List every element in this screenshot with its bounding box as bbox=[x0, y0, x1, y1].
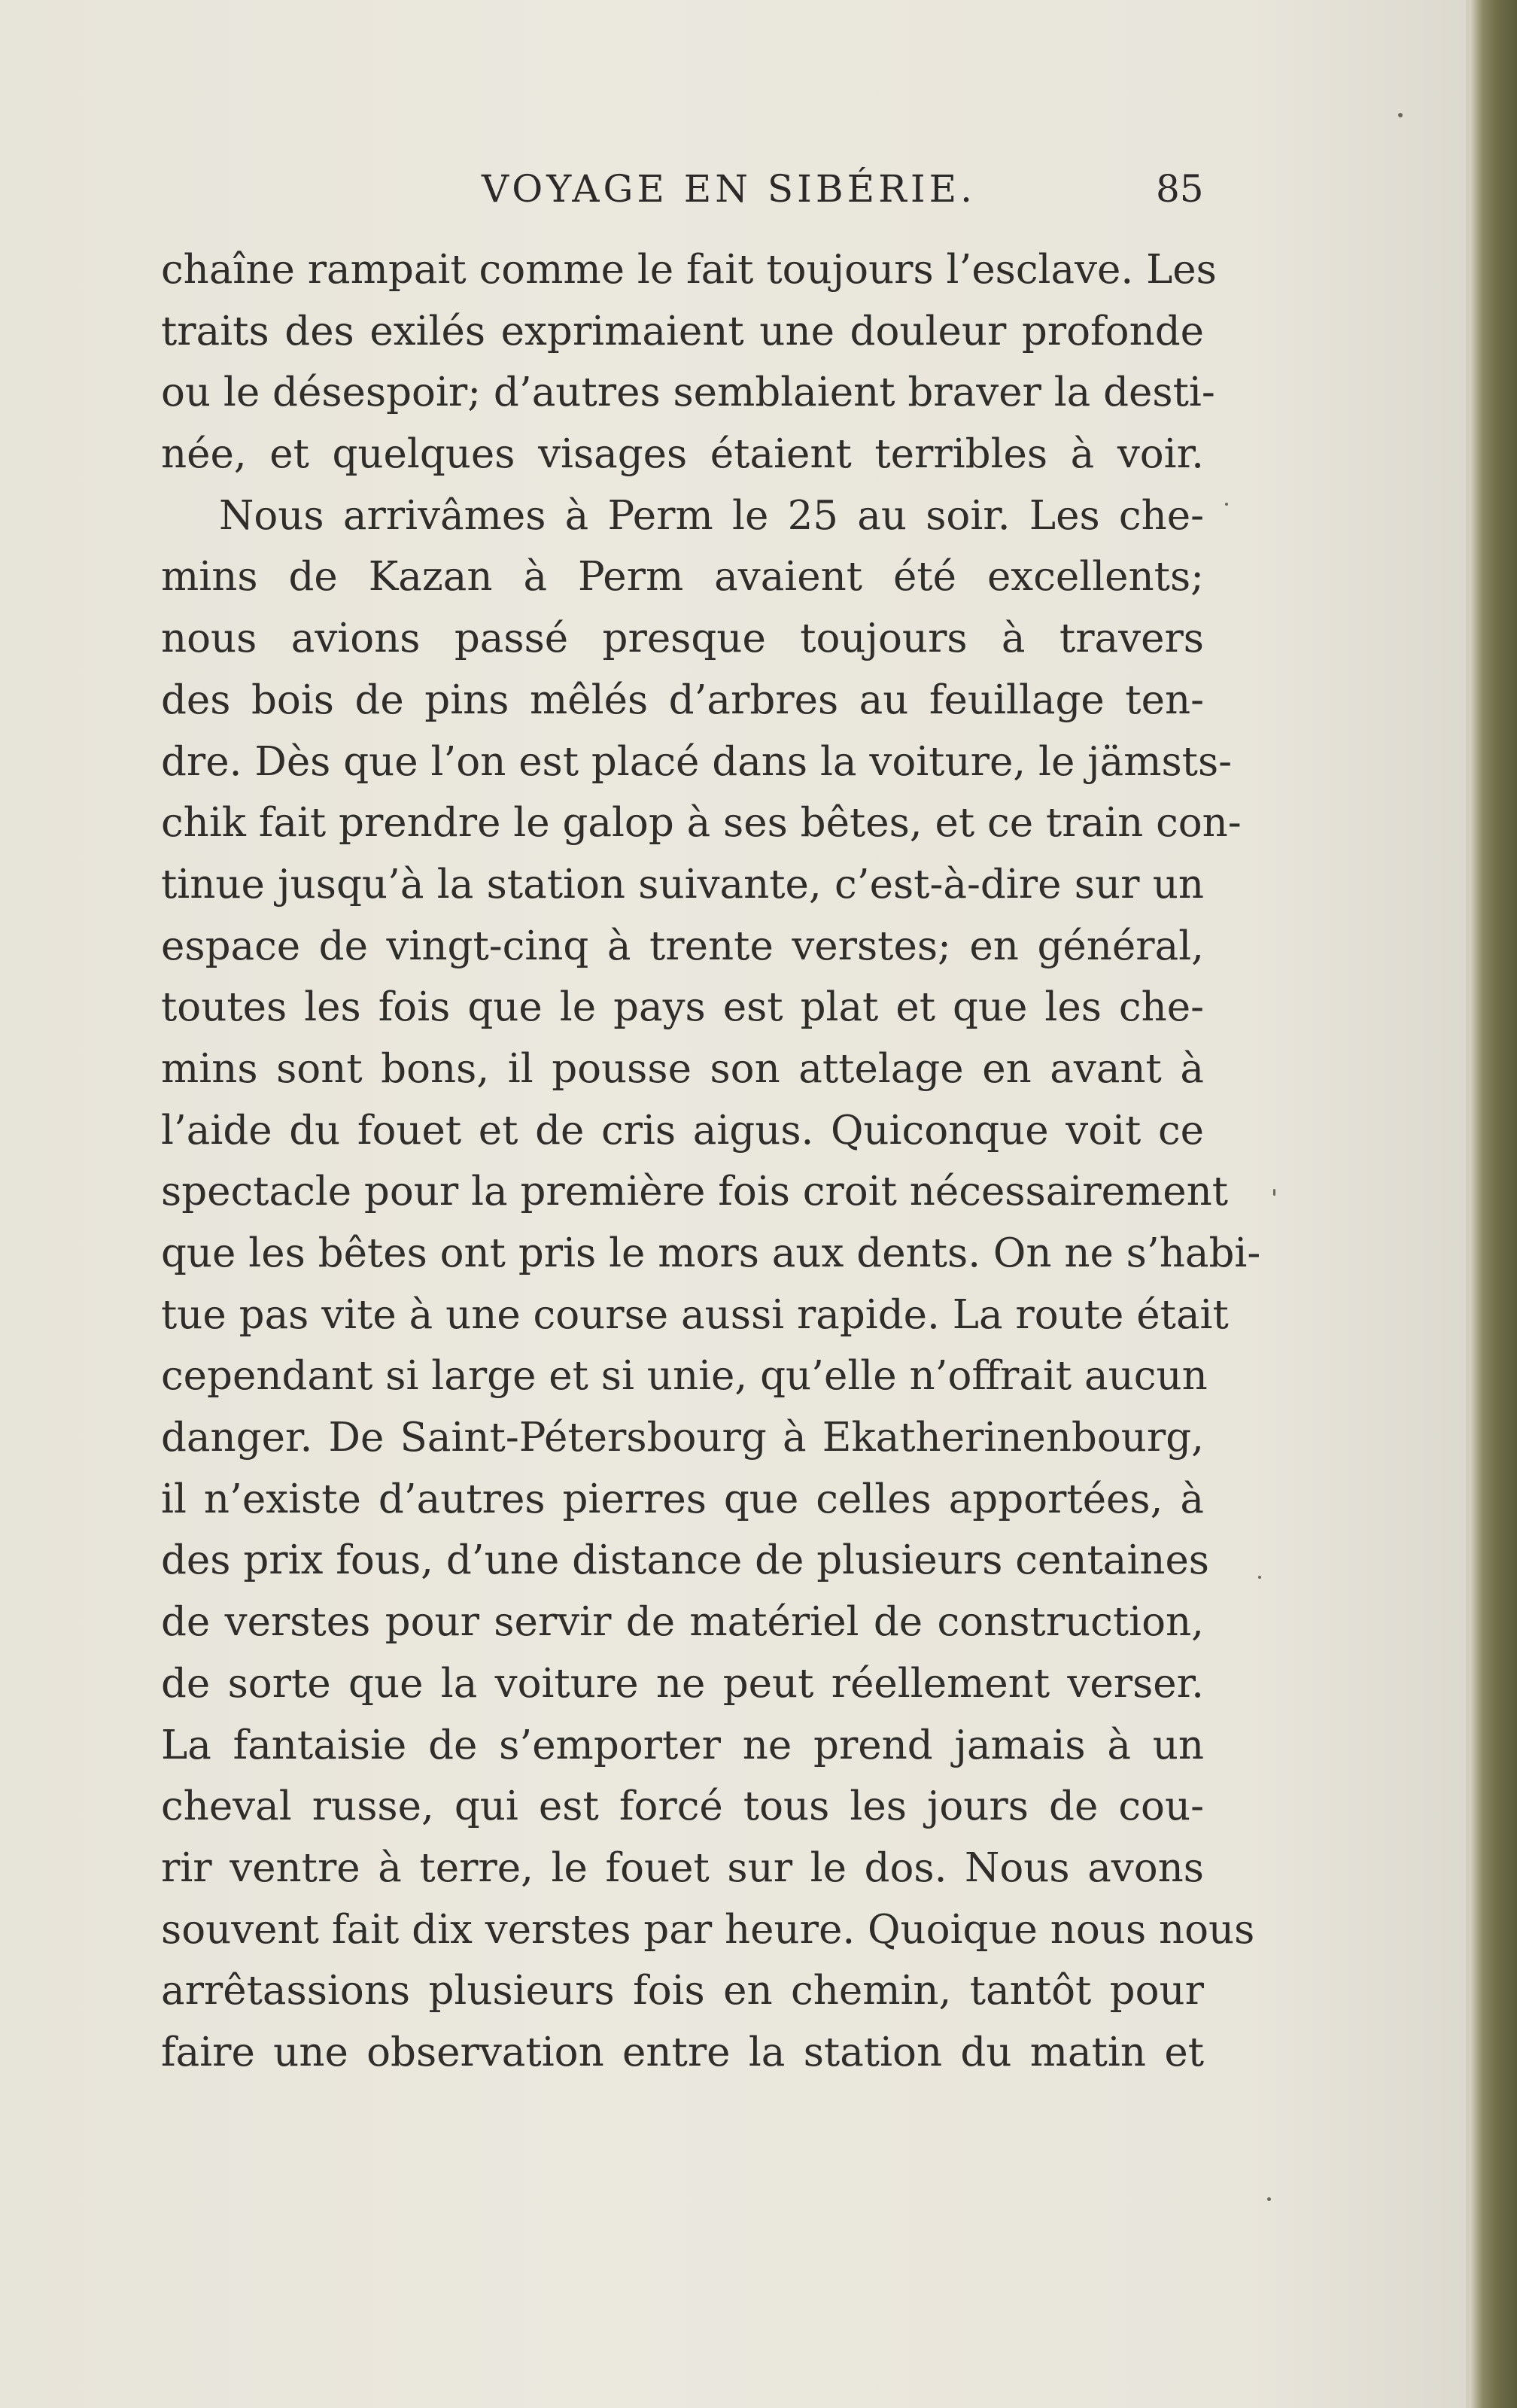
running-title: VOYAGE EN SIBÉRIE. bbox=[482, 167, 976, 211]
text-line: l’aide du fouet et de cris aigus. Quiconque voit ce bbox=[161, 1107, 1204, 1154]
text-line: dre. Dès que l’on est placé dans la voiture, le jämsts- bbox=[161, 738, 1233, 785]
text-line: mins de Kazan à Perm avaient été excellents; bbox=[161, 554, 1204, 600]
text-line: que les bêtes ont pris le mors aux dents. On ne s’habi- bbox=[161, 1230, 1261, 1276]
text-line: danger. De Saint-Pétersbourg à Ekatherinenbourg, bbox=[161, 1415, 1204, 1461]
text-line: des prix fous, d’une distance de plusieurs centaines bbox=[161, 1537, 1210, 1584]
text-line: chik fait prendre le galop à ses bêtes, et ce train con- bbox=[161, 800, 1242, 847]
text-line: faire une observation entre la station du matin et bbox=[161, 2029, 1204, 2075]
text-line: mins sont bons, il pousse son attelage en avant à bbox=[161, 1045, 1204, 1092]
page-header bbox=[0, 167, 1471, 220]
page-number: 85 bbox=[1156, 167, 1204, 211]
text-line: La fantaisie de s’emporter ne prend jamais à un bbox=[161, 1722, 1204, 1768]
text-line: il n’existe d’autres pierres que celles apportées, à bbox=[161, 1476, 1204, 1522]
text-line: de verstes pour servir de matériel de construction, bbox=[161, 1599, 1204, 1646]
text-line: spectacle pour la première fois croit nécessairement bbox=[161, 1169, 1229, 1215]
text-line: espace de vingt-cinq à trente verstes; en général, bbox=[161, 923, 1204, 969]
text-line: des bois de pins mêlés d’arbres au feuillage ten- bbox=[161, 676, 1204, 723]
text-line: toutes les fois que le pays est plat et que les che- bbox=[161, 984, 1204, 1031]
text-line: de sorte que la voiture ne peut réellement verser. bbox=[161, 1660, 1204, 1707]
text-line: cheval russe, qui est forcé tous les jours de cou- bbox=[161, 1783, 1204, 1830]
text-line: arrêtassions plusieurs fois en chemin, tantôt pour bbox=[161, 1968, 1204, 2014]
paper-speck bbox=[1398, 113, 1403, 117]
paper-speck bbox=[1273, 1189, 1275, 1196]
text-line: tinue jusqu’à la station suivante, c’est-à-dire sur un bbox=[161, 861, 1204, 908]
text-line: ou le désespoir; d’autres semblaient braver la desti- bbox=[161, 369, 1215, 416]
body-text bbox=[161, 239, 1261, 2084]
text-line: traits des exilés exprimaient une douleur profonde bbox=[161, 308, 1204, 354]
text-line: tue pas vite à une course aussi rapide. La route était bbox=[161, 1291, 1229, 1338]
paper-speck bbox=[1225, 503, 1228, 506]
text-line: née, et quelques visages étaient terribles à voir. bbox=[161, 431, 1204, 478]
book-spine bbox=[1471, 0, 1517, 2408]
text-line: cependant si large et si unie, qu’elle n’offrait aucun bbox=[161, 1353, 1208, 1400]
text-line: nous avions passé presque toujours à travers bbox=[161, 616, 1204, 662]
text-line: rir ventre à terre, le fouet sur le dos. Nous avons bbox=[161, 1844, 1204, 1891]
paper-speck bbox=[1258, 1576, 1261, 1579]
text-line: Nous arrivâmes à Perm le 25 au soir. Les che- bbox=[219, 492, 1204, 539]
text-line: souvent fait dix verstes par heure. Quoique nous nous bbox=[161, 1906, 1255, 1953]
text-line: chaîne rampait comme le fait toujours l’esclave. Les bbox=[161, 247, 1217, 293]
paper-speck bbox=[1267, 2197, 1271, 2201]
